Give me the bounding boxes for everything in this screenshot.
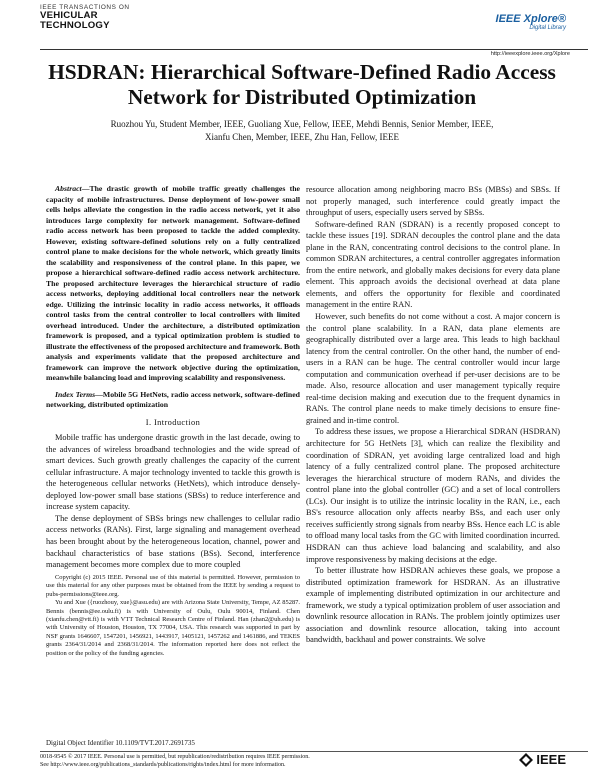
body-paragraph-5: To better illustrate how HSDRAN achieves these goals, we propose a distributed optimization framework for HSDRAN. As an illustrative example of implementing distributed optimization in our architecture and framework, we study a typical optimization problem of user association and downlink resource allocation in RANs. The problem jointly optimizes user association and downlink resource allocation, taking into account bandwidth, backhaul and power constraints. We solve: [306, 566, 560, 645]
ieee-diamond-icon: [519, 753, 533, 767]
xplore-url[interactable]: http://ieeexplore.ieee.org/Xplore: [490, 51, 570, 57]
abstract: [46, 184, 300, 384]
doi-line: Digital Object Identifier 10.1109/TVT.2017.2691735: [46, 739, 195, 747]
ieee-logo: [519, 752, 566, 767]
journal-masthead: [40, 4, 190, 31]
body-paragraph-2: Software-defined RAN (SDRAN) is a recently proposed concept to tackle these issues [19]. SDRAN decouples the control plane and the data plane in the RAN, concentrating control decisions to the control plane. In common SDRAN architectures, a central controller aggregates information from the entire network, and globally makes decisions for every data plane element. This approach avoids the decisional overhead at data plane elements, and offers the opportunity for flexible and coordinated management in the entire RAN.: [306, 219, 560, 310]
intro-paragraph-1: Mobile traffic has undergone drastic growth in the last decade, owing to the advances of wireless broadband technologies and the wide spread of smart devices. Such growth greatly challenges the capacity of the current cellular infrastructure. A major technology invented to tackle this growth is the heterogeneous cellular networks (HetNets), which introduce densely-deployed low-power small base stations (SBSs) to reduce interference and increase system capacity.: [46, 433, 300, 512]
left-column: [46, 184, 300, 571]
footnote: [46, 574, 300, 658]
journal-name-line1: VEHICULAR: [40, 10, 98, 21]
body-paragraph-3: However, such benefits do not come without a cost. A major concern is the control plane scalability. In a RAN, data plane elements are geographically distributed over a large area. This leads to high backhaul latency from the central controller. On the other hand, the number of end-users in a RAN can be huge. The central controller would incur large computation and communication overhead if per-user decisions are to be made. Also, resource allocation and user management typically require real-time decision making and execution due to the frequent dynamics in RANs. The control plane needs to make timely decisions to ensure fine-grained and in-time control.: [306, 312, 560, 425]
body-paragraph-1: resource allocation among neighboring macro BSs (MBSs) and SBSs. If not properly managed, such interference could greatly impact the throughput of users, especially users served by SBSs.: [306, 185, 560, 218]
index-terms-label: Index Terms: [55, 389, 96, 399]
permission-line-2: See http://www.ieee.org/publications_standards/publications/rights/index.html for more information.: [40, 761, 286, 768]
copyright-note: Copyright (c) 2015 IEEE. Personal use of this material is permitted. However, permission to use this material for any other purposes must be obtained from the IEEE by sending a request to pubs-permissions@ieee.org.: [46, 574, 300, 598]
affiliation-note: Yu and Xue ({ruozhouy, xue}@asu.edu) are with Arizona State University, Tempe, AZ 85287. Bennis (bennis@ee.oulu.fi) is with University of Oulu, Oulu 90014, Finland. Chen (xianfu.chen@vtt.fi) is with VTT Technical Research Centre of Finland. Han (zhan2@uh.edu) is with University of Houston, Houston, TX 77004, USA. This research was supported in part by NSF grants 1646607, 1547201, 1456921, 1443917, 1405121, 1457262 and 1461886, and TEKES grants 2364/31/2014 and 2368/31/2014. The information reported here does not reflect the position or the policy of the funding agencies.: [46, 599, 300, 657]
body-paragraph-4: To address these issues, we propose a Hierarchical SDRAN (HSDRAN) architecture for 5G HetNets [3], which can realize the flexibility and coordination of SDRAN, yet avoiding large centralized load and high latency of a fully centralized control plane. The proposed architecture leverages the hierarchical structure of modern RANs, and divides the control plane into the global controller (GC) and a set of local controllers (LCs). Our insight is to utilize the intrinsic locality in the RAN, i.e., each BS's resource allocation only affects nearby BSs, and each user only receives sufficiently strong signals from nearby BSs. Hence each LC is able to offload many local tasks from the GC with limited coordination incurred. HSDRAN can thus achieve load balancing and scalability, and also improve responsiveness by making decisions at the edge.: [306, 427, 560, 564]
paper-title: HSDRAN: Hierarchical Software-Defined Radio Access Network for Distributed Optimization: [48, 60, 556, 109]
section-heading: I. Introduction: [145, 417, 201, 427]
intro-paragraph-2: The dense deployment of SBSs brings new challenges to cellular radio access networks (RANs). First, large signaling and management overhead has been brought about by the heterogeneous location, channel, power and backhaul characteristics of base stations (BSs). Second, interference management becomes more complex due to more coupled: [46, 513, 300, 570]
header-rule: [40, 49, 588, 50]
journal-top-line: IEEE TRANSACTIONS ON: [40, 4, 130, 11]
permission-line-1: 0018-9545 © 2017 IEEE. Personal use is permitted, but republication/redistribution requires IEEE permission.: [40, 754, 310, 760]
ieee-xplore-logo[interactable]: [496, 14, 566, 32]
xplore-brand: IEEE Xplore®: [495, 13, 566, 25]
permission-footer: [40, 754, 460, 770]
ieee-wordmark: IEEE: [536, 752, 566, 767]
author-line-1: Ruozhou Yu, Student Member, IEEE, Guoliang Xue, Fellow, IEEE, Mehdi Bennis, Senior Member, IEEE,: [110, 119, 494, 129]
right-column: [306, 184, 560, 646]
xplore-subtitle: Digital Library: [529, 25, 566, 31]
index-terms: [46, 390, 300, 411]
journal-name-line2: TECHNOLOGY: [40, 19, 110, 31]
abstract-text: —The drastic growth of mobile traffic greatly challenges the capacity of mobile infrastructures. Dense deployment of low-power small cells helps alleviate the congestion in the radio access network, yet it also introduces large complexity for network management. Software-defined radio access network has been proposed to tackle the added complexity. However, existing software-defined solutions rely on a fully centralized control plane to make decisions for the whole network, which greatly limits the scalability and responsiveness of the control plane. In this paper, we propose a hierarchical software-defined radio access network architecture. The proposed architecture leverages the hierarchical structure of radio access networks, deploying additional local controllers near the network edge. Utilizing the intrinsic locality in radio access networks, it offloads control tasks from the central controller to local controllers with limited overhead introduced. Under the architecture, a distributed optimization framework is proposed, and a typical optimization problem is studied to illustrate the effectiveness of the proposed architecture and framework. Both analysis and experiments validate that the proposed architecture and framework can improve the network objective during the optimization, meanwhile balancing load and improving scalability and responsiveness.: [46, 184, 300, 382]
footer-rule: [40, 751, 588, 752]
author-list: [40, 118, 564, 143]
abstract-label: Abstract: [55, 184, 82, 193]
index-terms-text: —Mobile 5G HetNets, radio access network, software-defined networking, distributed optimization: [46, 389, 300, 409]
author-line-2: Xianfu Chen, Member, IEEE, Zhu Han, Fellow, IEEE: [204, 131, 399, 142]
